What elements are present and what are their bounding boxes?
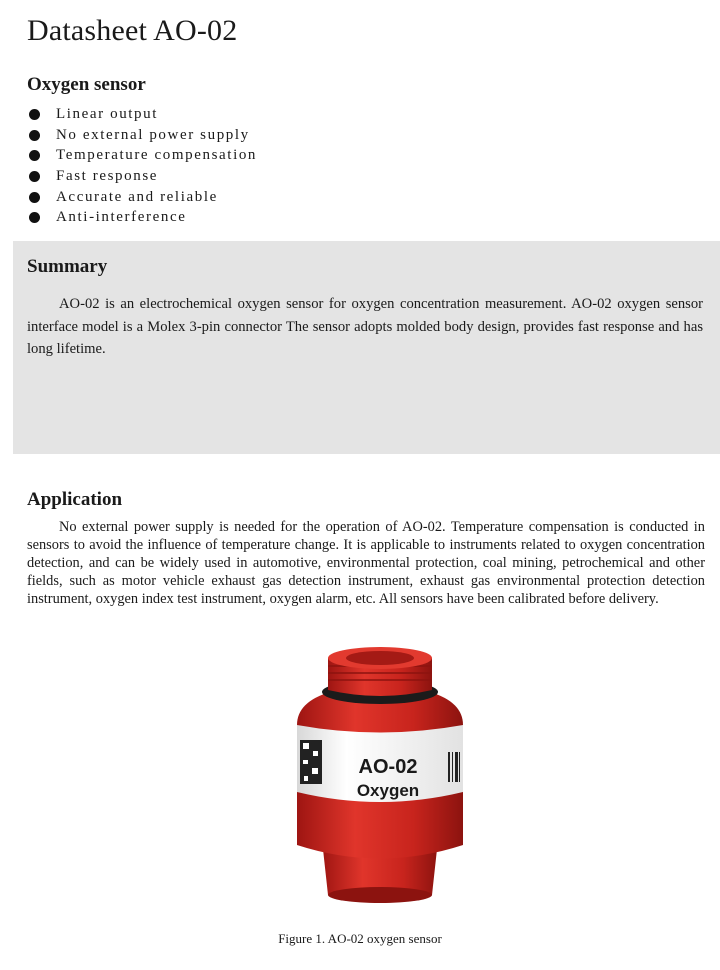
application-heading: Application	[27, 489, 123, 510]
feature-label: Temperature compensation	[56, 147, 258, 164]
application-text: No external power supply is needed for the operation of AO-02. Temperature compensation is conducted in sensors to avoid the influence of temperature change. It is applicable to instruments related to oxygen concentration detection, and can be widely used in automotive, environmental protection, coal mining, petrochemical and other fields, such as motor vehicle exhaust gas detection instrument, exhaust gas environmental protection detection instrument, oxygen index test instrument, oxygen alarm, etc. All sensors have been calibrated before delivery.	[27, 519, 705, 607]
list-item	[27, 166, 257, 187]
bullet-icon	[29, 109, 40, 120]
bullet-icon	[29, 212, 40, 223]
features-heading: Oxygen sensor	[27, 74, 146, 95]
bullet-icon	[29, 130, 40, 141]
sensor-gas-label: Oxygen	[356, 781, 420, 800]
feature-label: Linear output	[56, 105, 159, 122]
list-item	[27, 145, 257, 166]
summary-text: AO-02 is an electrochemical oxygen sensor for oxygen concentration measurement. AO-02 oxygen sensor interface model is a Molex 3-pin connector The sensor adopts molded body design, provides fast response and has long lifetime.	[27, 296, 703, 357]
feature-label: No external power supply	[56, 126, 250, 143]
list-item	[27, 125, 257, 146]
oxygen-sensor-image	[270, 640, 490, 910]
page-title: Datasheet AO-02	[27, 14, 238, 47]
sensor-figure	[270, 640, 490, 910]
bullet-icon	[29, 150, 40, 161]
feature-label: Anti-interference	[56, 209, 187, 226]
bullet-icon	[29, 192, 40, 203]
feature-label: Fast response	[56, 167, 159, 184]
list-item	[27, 104, 257, 125]
summary-heading: Summary	[27, 256, 108, 277]
feature-list	[27, 104, 257, 228]
bullet-icon	[29, 171, 40, 182]
feature-label: Accurate and reliable	[56, 188, 218, 205]
figure-caption: Figure 1. AO-02 oxygen sensor	[278, 931, 442, 946]
summary-section	[13, 241, 720, 454]
list-item	[27, 187, 257, 208]
sensor-model-label: AO-02	[358, 756, 418, 778]
list-item	[27, 207, 257, 228]
